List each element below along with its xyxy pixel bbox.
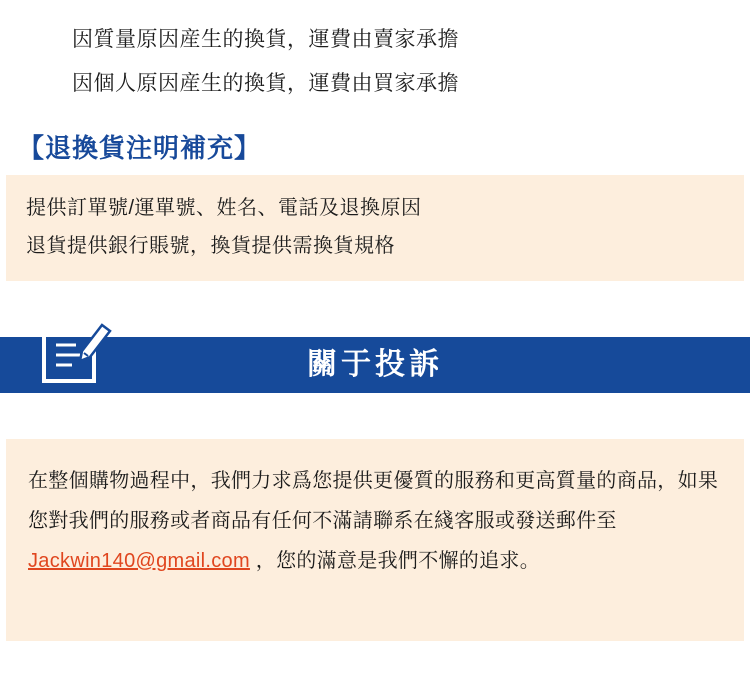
support-email-link[interactable]: Jackwin140@gmail.com xyxy=(28,550,250,572)
top-note-line: 因質量原因産生的換貨，運費由賣家承擔 xyxy=(72,28,459,51)
complaint-body-block xyxy=(6,439,744,641)
banner-title: 關于投訴 xyxy=(307,348,443,381)
return-note-line: 退貨提供銀行賬號，換貨提供需換貨規格 xyxy=(26,235,395,257)
complaint-text-before-email: 在整個購物過程中，我們力求爲您提供更優質的服務和更高質量的商品，如果您對我們的服務或者商品有任何不滿請聯系在綫客服或發送郵件至 xyxy=(28,470,719,532)
pencil-note-icon xyxy=(36,311,112,387)
return-policy-note-block xyxy=(6,175,744,281)
complaint-paragraph xyxy=(6,461,744,581)
top-notes xyxy=(0,0,750,106)
top-note-line: 因個人原因産生的換貨，運費由買家承擔 xyxy=(72,72,459,95)
return-note-line: 提供訂單號/運單號、姓名、電話及退換原因 xyxy=(26,197,422,219)
complaint-banner xyxy=(0,337,750,397)
return-policy-heading: 【退換貨注明補充】 xyxy=(18,133,262,163)
complaint-text-after-email: ，您的滿意是我們不懈的追求。 xyxy=(249,550,540,572)
